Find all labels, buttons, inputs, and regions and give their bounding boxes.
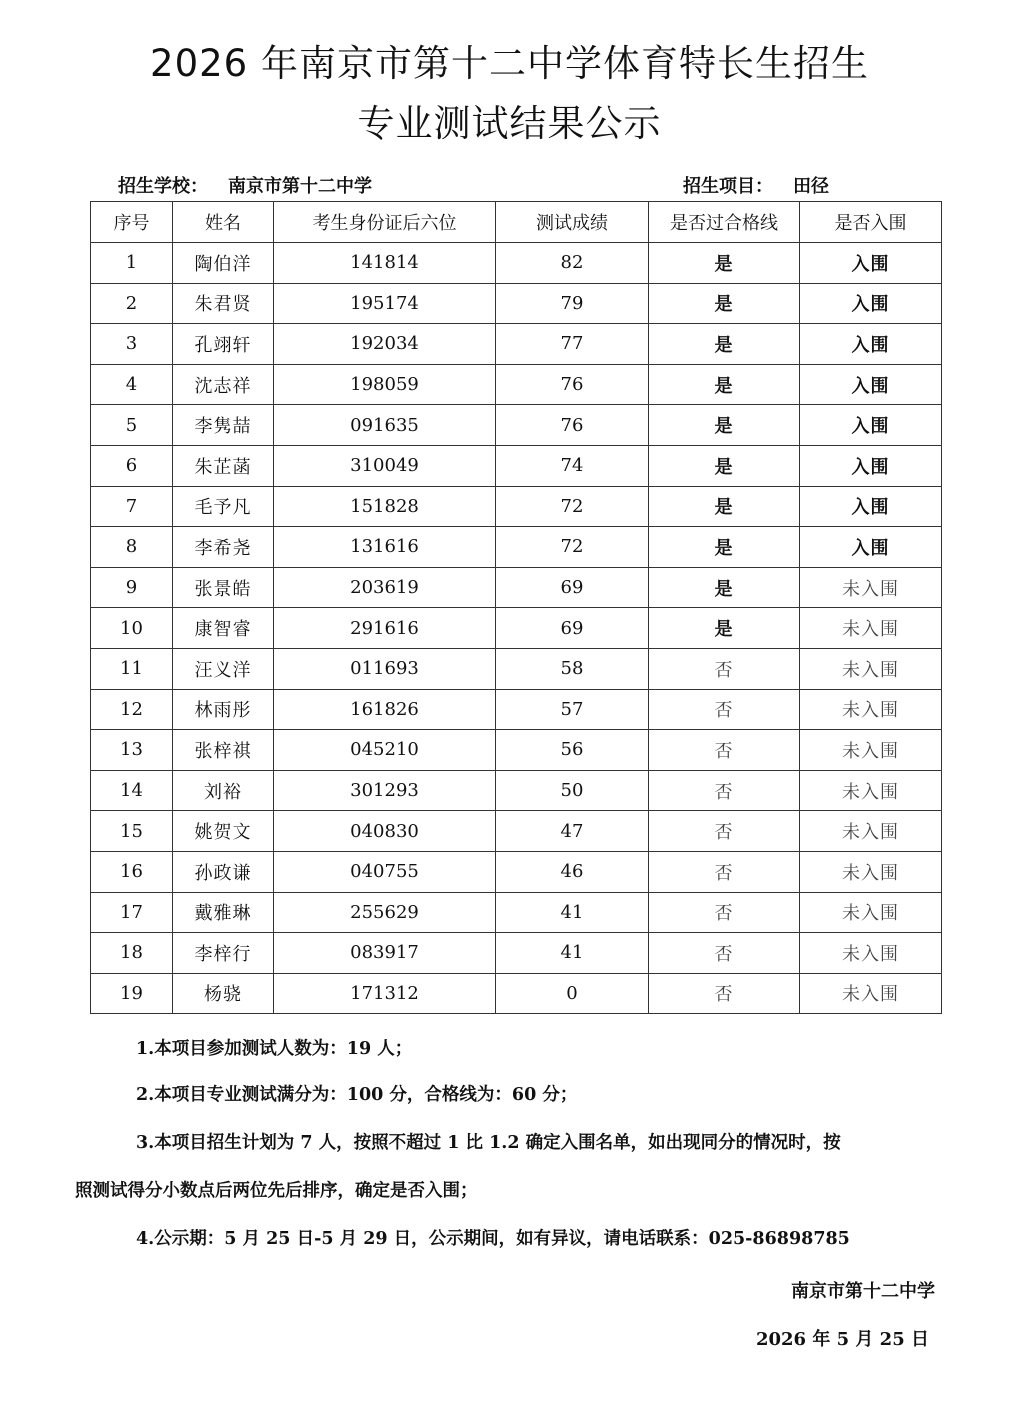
cell-passed: 否 — [649, 933, 800, 974]
table-row — [91, 567, 942, 608]
cell-name: 康智睿 — [173, 608, 274, 649]
cell-passed: 是 — [649, 527, 800, 568]
cell-id-suffix: 291616 — [274, 608, 496, 649]
table-row — [91, 243, 942, 284]
cell-name: 孔翊轩 — [173, 324, 274, 365]
cell-passed: 否 — [649, 648, 800, 689]
cell-name: 刘裕 — [173, 770, 274, 811]
cell-score: 56 — [496, 730, 649, 771]
table-row — [91, 689, 942, 730]
cell-index: 14 — [91, 770, 173, 811]
cell-score: 41 — [496, 892, 649, 933]
cell-name: 李梓行 — [173, 933, 274, 974]
cell-passed: 是 — [649, 364, 800, 405]
cell-name: 李隽喆 — [173, 405, 274, 446]
cell-id-suffix: 083917 — [274, 933, 496, 974]
cell-passed: 是 — [649, 405, 800, 446]
header-index: 序号 — [91, 202, 173, 243]
cell-id-suffix: 161826 — [274, 689, 496, 730]
cell-shortlisted: 未入围 — [800, 851, 942, 892]
cell-score: 77 — [496, 324, 649, 365]
cell-score: 76 — [496, 364, 649, 405]
table-row — [91, 283, 942, 324]
table-row — [91, 770, 942, 811]
footer-date: 2026 年 5 月 25 日 — [755, 1329, 929, 1350]
cell-id-suffix: 171312 — [274, 973, 496, 1014]
cell-score: 57 — [496, 689, 649, 730]
cell-index: 10 — [91, 608, 173, 649]
cell-shortlisted: 入围 — [800, 243, 942, 284]
table-row — [91, 445, 942, 486]
cell-id-suffix: 091635 — [274, 405, 496, 446]
table-header-row — [91, 202, 942, 243]
cell-passed: 是 — [649, 243, 800, 284]
cell-score: 79 — [496, 283, 649, 324]
cell-name: 张景皓 — [173, 567, 274, 608]
cell-index: 6 — [91, 445, 173, 486]
cell-score: 69 — [496, 608, 649, 649]
cell-score: 72 — [496, 527, 649, 568]
cell-shortlisted: 未入围 — [800, 933, 942, 974]
cell-shortlisted: 未入围 — [800, 648, 942, 689]
cell-shortlisted: 未入围 — [800, 770, 942, 811]
footer-school: 南京市第十二中学 — [791, 1281, 935, 1302]
cell-name: 林雨彤 — [173, 689, 274, 730]
project-info — [683, 176, 829, 198]
cell-passed: 是 — [649, 283, 800, 324]
cell-index: 19 — [91, 973, 173, 1014]
header-id-suffix: 考生身份证后六位 — [274, 202, 496, 243]
cell-name: 毛予凡 — [173, 486, 274, 527]
cell-shortlisted: 入围 — [800, 527, 942, 568]
cell-name: 戴雅琳 — [173, 892, 274, 933]
table-row — [91, 364, 942, 405]
cell-index: 1 — [91, 243, 173, 284]
project-label: 招生项目： — [683, 176, 773, 197]
cell-index: 3 — [91, 324, 173, 365]
cell-name: 汪义洋 — [173, 648, 274, 689]
cell-id-suffix: 131616 — [274, 527, 496, 568]
header-name: 姓名 — [173, 202, 274, 243]
cell-index: 13 — [91, 730, 173, 771]
cell-id-suffix: 011693 — [274, 648, 496, 689]
cell-shortlisted: 未入围 — [800, 973, 942, 1014]
cell-passed: 是 — [649, 445, 800, 486]
table-row — [91, 405, 942, 446]
cell-id-suffix: 310049 — [274, 445, 496, 486]
cell-id-suffix: 195174 — [274, 283, 496, 324]
cell-index: 17 — [91, 892, 173, 933]
cell-score: 46 — [496, 851, 649, 892]
cell-shortlisted: 未入围 — [800, 608, 942, 649]
table-row — [91, 648, 942, 689]
cell-name: 陶伯洋 — [173, 243, 274, 284]
cell-passed: 否 — [649, 892, 800, 933]
table-row — [91, 527, 942, 568]
note-plan-line2: 照测试得分小数点后两位先后排序，确定是否入围； — [75, 1181, 478, 1201]
school-value: 南京市第十二中学 — [228, 176, 372, 197]
cell-score: 72 — [496, 486, 649, 527]
cell-shortlisted: 未入围 — [800, 730, 942, 771]
cell-shortlisted: 未入围 — [800, 811, 942, 852]
cell-name: 张梓祺 — [173, 730, 274, 771]
cell-name: 朱芷菡 — [173, 445, 274, 486]
cell-passed: 否 — [649, 730, 800, 771]
cell-name: 朱君贤 — [173, 283, 274, 324]
cell-index: 4 — [91, 364, 173, 405]
cell-passed: 是 — [649, 486, 800, 527]
cell-id-suffix: 045210 — [274, 730, 496, 771]
note-plan-line1: 3.本项目招生计划为 7 人，按照不超过 1 比 1.2 确定入围名单，如出现同分的情况时，按 — [136, 1133, 841, 1153]
results-table — [90, 201, 942, 1014]
cell-id-suffix: 192034 — [274, 324, 496, 365]
cell-passed: 否 — [649, 851, 800, 892]
table-row — [91, 973, 942, 1014]
header-score: 测试成绩 — [496, 202, 649, 243]
cell-score: 58 — [496, 648, 649, 689]
cell-id-suffix: 198059 — [274, 364, 496, 405]
cell-passed: 是 — [649, 567, 800, 608]
cell-name: 姚贺文 — [173, 811, 274, 852]
table-row — [91, 324, 942, 365]
cell-shortlisted: 未入围 — [800, 892, 942, 933]
cell-passed: 否 — [649, 811, 800, 852]
cell-index: 7 — [91, 486, 173, 527]
cell-score: 74 — [496, 445, 649, 486]
note-participants: 1.本项目参加测试人数为：19 人； — [136, 1039, 413, 1059]
cell-score: 0 — [496, 973, 649, 1014]
table-row — [91, 811, 942, 852]
cell-index: 11 — [91, 648, 173, 689]
cell-score: 50 — [496, 770, 649, 811]
cell-id-suffix: 203619 — [274, 567, 496, 608]
cell-shortlisted: 未入围 — [800, 689, 942, 730]
cell-score: 76 — [496, 405, 649, 446]
cell-passed: 否 — [649, 689, 800, 730]
cell-id-suffix: 040830 — [274, 811, 496, 852]
page-subtitle: 专业测试结果公示 — [357, 102, 662, 145]
cell-name: 孙政谦 — [173, 851, 274, 892]
cell-id-suffix: 255629 — [274, 892, 496, 933]
cell-shortlisted: 入围 — [800, 445, 942, 486]
cell-shortlisted: 入围 — [800, 405, 942, 446]
cell-shortlisted: 入围 — [800, 324, 942, 365]
cell-index: 5 — [91, 405, 173, 446]
cell-score: 41 — [496, 933, 649, 974]
cell-id-suffix: 141814 — [274, 243, 496, 284]
cell-index: 15 — [91, 811, 173, 852]
cell-id-suffix: 040755 — [274, 851, 496, 892]
cell-id-suffix: 151828 — [274, 486, 496, 527]
table-row — [91, 892, 942, 933]
cell-passed: 是 — [649, 324, 800, 365]
cell-shortlisted: 入围 — [800, 486, 942, 527]
cell-index: 9 — [91, 567, 173, 608]
table-row — [91, 486, 942, 527]
header-passed: 是否过合格线 — [649, 202, 800, 243]
cell-name: 李希尧 — [173, 527, 274, 568]
cell-index: 18 — [91, 933, 173, 974]
cell-score: 47 — [496, 811, 649, 852]
table-row — [91, 730, 942, 771]
page-title: 2026 年南京市第十二中学体育特长生招生 — [150, 42, 869, 85]
cell-index: 12 — [91, 689, 173, 730]
cell-index: 2 — [91, 283, 173, 324]
cell-shortlisted: 未入围 — [800, 567, 942, 608]
cell-shortlisted: 入围 — [800, 364, 942, 405]
cell-name: 沈志祥 — [173, 364, 274, 405]
cell-score: 82 — [496, 243, 649, 284]
table-row — [91, 608, 942, 649]
table-row — [91, 851, 942, 892]
school-info — [118, 176, 372, 198]
cell-passed: 否 — [649, 973, 800, 1014]
project-value: 田径 — [793, 176, 829, 197]
cell-index: 8 — [91, 527, 173, 568]
cell-passed: 否 — [649, 770, 800, 811]
cell-score: 69 — [496, 567, 649, 608]
school-label: 招生学校： — [118, 176, 208, 197]
cell-shortlisted: 入围 — [800, 283, 942, 324]
cell-index: 16 — [91, 851, 173, 892]
cell-name: 杨骁 — [173, 973, 274, 1014]
table-row — [91, 933, 942, 974]
header-shortlisted: 是否入围 — [800, 202, 942, 243]
cell-id-suffix: 301293 — [274, 770, 496, 811]
note-full-score: 2.本项目专业测试满分为：100 分，合格线为：60 分； — [136, 1085, 578, 1105]
note-publicity-period: 4.公示期：5 月 25 日-5 月 29 日，公示期间，如有异议，请电话联系：025-86898785 — [136, 1229, 850, 1249]
cell-passed: 是 — [649, 608, 800, 649]
